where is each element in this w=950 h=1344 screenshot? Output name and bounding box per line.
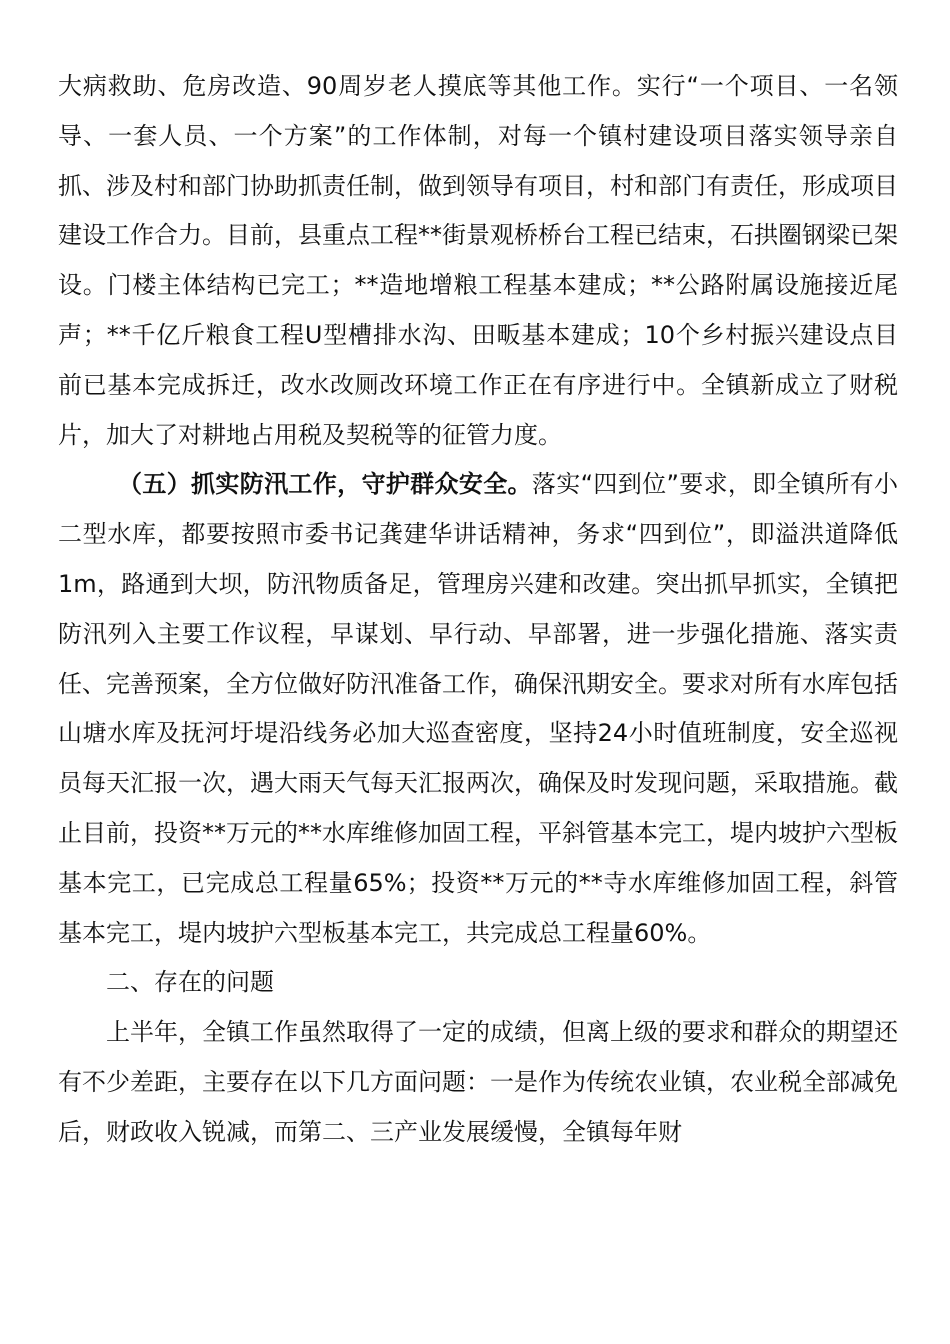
- paragraph-project-progress: [58, 62, 898, 460]
- section-title-text: 二、存在的问题: [106, 968, 274, 997]
- document-page: [58, 62, 898, 1158]
- paragraph-text: 落实“四到位”要求，即全镇所有小二型水库，都要按照市委书记龚建华讲话精神，务求“四到位”，即溢洪道降低1m，路通到大坝，防汛物质备足，管理房兴建和改建。突出抓早抓实，全镇把防汛列入主要工作议程，早谋划、早行动、早部署，进一步强化措施、落实责任、完善预案，全方位做好防汛准备工作，确保汛期安全。要求对所有水库包括山塘水库及抚河圩堤沿线务必加大巡查密度，坚持24小时值班制度，安全巡视员每天汇报一次，遇大雨天气每天汇报两次，确保及时发现问题，采取措施。截止目前，投资**万元的**水库维修加固工程，平斜管基本完工，堤内坡护六型板基本完工，已完成总工程量65%；投资**万元的**寺水库维修加固工程，斜管基本完工，堤内坡护六型板基本完工，共完成总工程量60%。: [58, 470, 899, 947]
- paragraph-problems: [58, 1008, 898, 1157]
- paragraph-text: 上半年，全镇工作虽然取得了一定的成绩，但离上级的要求和群众的期望还有不少差距，主要存在以下几方面问题：一是作为传统农业镇，农业税全部减免后，财政收入锐减，而第二、三产业发展缓慢，全镇每年财: [58, 1018, 898, 1146]
- paragraph-text: 大病救助、危房改造、90周岁老人摸底等其他工作。实行“一个项目、一名领导、一套人员、一个方案”的工作体制，对每一个镇村建设项目落实领导亲自抓、涉及村和部门协助抓责任制，做到领导有项目，村和部门有责任，形成项目建设工作合力。目前，县重点工程**街景观桥桥台工程已结束，石拱圈钢梁已架设。门楼主体结构已完工；**造地增粮工程基本建成；**公路附属设施接近尾声；**千亿斤粮食工程U型槽排水沟、田畈基本建成；10个乡村振兴建设点目前已基本完成拆迁，改水改厕改环境工作正在有序进行中。全镇新成立了财税片，加大了对耕地占用税及契税等的征管力度。: [58, 72, 898, 449]
- paragraph-flood-control: [58, 460, 898, 958]
- section-title-problems: [58, 958, 898, 1008]
- section-heading-flood-control: （五）抓实防汛工作，守护群众安全。: [118, 470, 532, 499]
